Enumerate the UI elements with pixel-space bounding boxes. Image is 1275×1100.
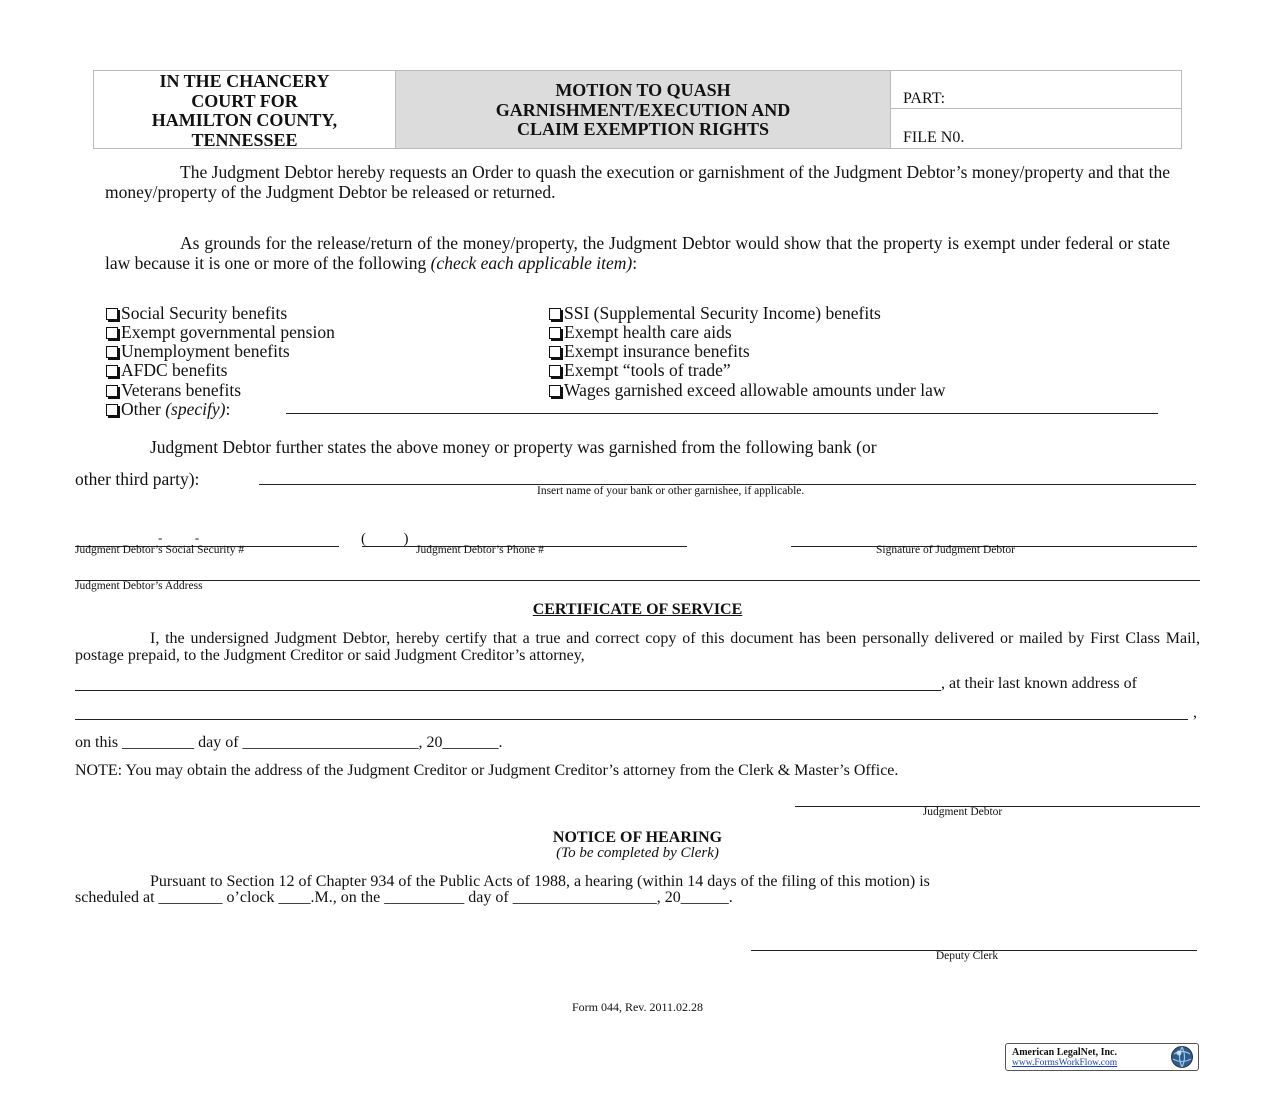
hearing-subheading: (To be completed by Clerk) xyxy=(556,845,719,861)
checkbox-ssi[interactable] xyxy=(549,304,881,323)
file-number-label: FILE N0. xyxy=(903,129,965,146)
other-colon: : xyxy=(225,399,231,419)
checkbox-label: Exempt governmental pension xyxy=(121,322,335,342)
checkbox-label: Exempt health care aids xyxy=(564,322,732,342)
debtor-caption: Judgment Debtor xyxy=(922,806,1003,818)
checkbox-label: Exempt insurance benefits xyxy=(564,341,750,361)
checkbox-icon[interactable] xyxy=(549,308,561,320)
signature-caption: Signature of Judgment Debtor xyxy=(876,544,1015,556)
checkbox-label: Social Security benefits xyxy=(121,303,288,323)
checkbox-social-security[interactable] xyxy=(106,304,287,323)
globe-icon xyxy=(1170,1045,1194,1069)
checkbox-label: Wages garnished exceed allowable amounts under law xyxy=(564,380,946,400)
hearing-text-line1: Pursuant to Section 12 of Chapter 934 of the Public Acts of 1988, a hearing (within 14 days of the filing of this motion) is xyxy=(150,873,930,890)
checkbox-icon[interactable] xyxy=(549,365,561,377)
court-line: TENNESSEE xyxy=(191,129,298,150)
checkbox-governmental-pension[interactable] xyxy=(106,323,335,342)
title-line: CLAIM EXEMPTION RIGHTS xyxy=(516,119,770,139)
checkbox-icon[interactable] xyxy=(106,404,118,416)
logo-url[interactable]: www.FormsWorkFlow.com xyxy=(1012,1058,1118,1068)
address-caption: Judgment Debtor’s Address xyxy=(75,580,203,592)
checkbox-label: Other xyxy=(121,399,161,419)
checkbox-icon[interactable] xyxy=(106,365,118,377)
grounds-instruction: (check each applicable item) xyxy=(430,252,633,273)
court-name xyxy=(94,71,396,148)
checkbox-insurance[interactable] xyxy=(549,342,750,361)
service-date-line: on this _________ day of ______________________, 20_______. xyxy=(75,734,503,751)
address-input[interactable] xyxy=(75,580,1200,581)
phone-caption: Judgment Debtor’s Phone # xyxy=(416,544,544,556)
certificate-heading: CERTIFICATE OF SERVICE xyxy=(532,601,743,618)
grounds-paragraph xyxy=(105,234,1170,273)
checkbox-health-care-aids[interactable] xyxy=(549,323,732,342)
checkbox-label: SSI (Supplemental Security Income) benefits xyxy=(564,303,881,323)
part-field[interactable] xyxy=(891,71,1181,109)
checkbox-icon[interactable] xyxy=(106,385,118,397)
part-label: PART: xyxy=(903,90,946,107)
checkbox-veterans[interactable] xyxy=(106,381,241,400)
address-comma: , xyxy=(1193,704,1197,721)
checkbox-other[interactable] xyxy=(106,400,230,419)
checkbox-label: AFDC benefits xyxy=(121,360,228,380)
grounds-colon: : xyxy=(632,252,638,273)
checkbox-label: Unemployment benefits xyxy=(121,341,290,361)
logo-company: American LegalNet, Inc. xyxy=(1012,1047,1117,1058)
hearing-text-line2: scheduled at ________ o’clock ____.M., on the __________ day of __________________, 20______. xyxy=(75,889,733,906)
creditor-address-input[interactable] xyxy=(75,719,1188,720)
other-specify-input[interactable] xyxy=(286,413,1158,414)
checkbox-afdc[interactable] xyxy=(106,361,227,380)
phone-parens: ( ) xyxy=(361,531,409,547)
ssn-dashes: - - xyxy=(158,530,200,545)
grounds-text: As grounds for the release/return of the money/property, the Judgment Debtor would show that the property is exempt under federal or state law because it is one or more of the following xyxy=(105,233,1170,273)
checkbox-icon[interactable] xyxy=(106,346,118,358)
title-line: MOTION TO QUASH xyxy=(555,80,731,100)
checkbox-icon[interactable] xyxy=(549,385,561,397)
ssn-caption: Judgment Debtor’s Social Security # xyxy=(75,544,245,556)
checkbox-tools-of-trade[interactable] xyxy=(549,361,731,380)
file-number-field[interactable] xyxy=(891,109,1181,148)
checkbox-icon[interactable] xyxy=(106,327,118,339)
bank-label: other third party): xyxy=(75,469,200,489)
court-line: HAMILTON COUNTY, xyxy=(151,110,338,130)
note-text: NOTE: You may obtain the address of the Judgment Creditor or Judgment Creditor’s attorney from the Clerk & Master’s Office. xyxy=(75,762,899,779)
checkbox-icon[interactable] xyxy=(106,308,118,320)
request-paragraph: The Judgment Debtor hereby requests an Order to quash the execution or garnishment of the Judgment Debtor’s money/property and that the money/property of the Judgment Debtor be released or returned. xyxy=(105,162,1170,202)
hearing-heading: NOTICE OF HEARING xyxy=(552,829,723,846)
checkbox-unemployment[interactable] xyxy=(106,342,290,361)
checkbox-label: Exempt “tools of trade” xyxy=(564,360,731,380)
title-line: GARNISHMENT/EXECUTION AND xyxy=(495,99,791,120)
american-legalnet-logo[interactable] xyxy=(1005,1043,1199,1071)
form-id: Form 044, Rev. 2011.02.28 xyxy=(571,1000,704,1014)
creditor-name-input[interactable] xyxy=(75,690,941,691)
clerk-caption: Deputy Clerk xyxy=(935,950,999,962)
other-specify-label: (specify) xyxy=(165,399,226,419)
form-title xyxy=(396,71,891,148)
checkbox-icon[interactable] xyxy=(549,346,561,358)
bank-caption: Insert name of your bank or other garnishee, if applicable. xyxy=(537,485,805,497)
form-header xyxy=(93,70,1182,149)
certificate-text: I, the undersigned Judgment Debtor, hereby certify that a true and correct copy of this document has been personally delivered or mailed by First Class Mail, postage prepaid, to the Judgment Creditor or said Judgment Creditor’s attorney, xyxy=(75,630,1200,664)
checkbox-wages-garnished[interactable] xyxy=(549,381,946,400)
bank-statement: Judgment Debtor further states the above money or property was garnished from the following bank (or xyxy=(150,437,877,457)
checkbox-icon[interactable] xyxy=(549,327,561,339)
address-suffix: , at their last known address of xyxy=(941,675,1137,692)
court-line: COURT FOR xyxy=(191,90,298,111)
court-line: IN THE CHANCERY xyxy=(159,71,330,91)
checkbox-label: Veterans benefits xyxy=(121,380,242,400)
